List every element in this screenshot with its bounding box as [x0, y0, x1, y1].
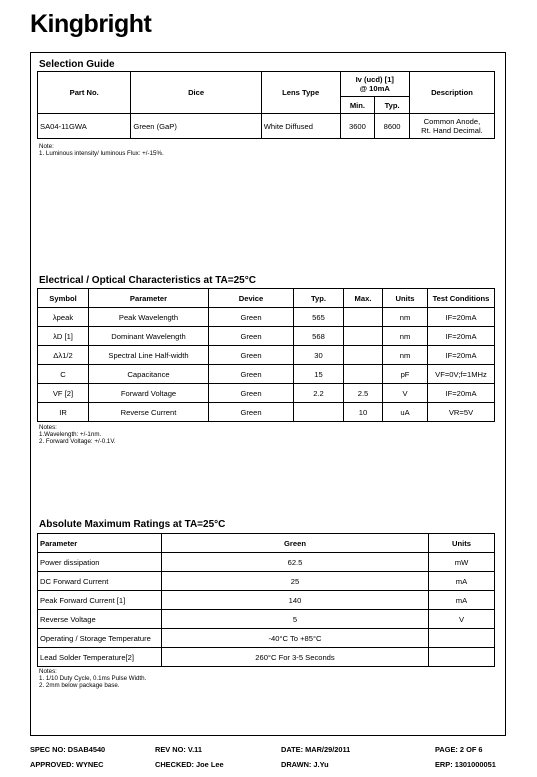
cell-typ: 30 — [294, 346, 344, 365]
cell-parameter: Lead Solder Temperature[2] — [38, 648, 162, 667]
electrical-header: Test Conditions — [428, 289, 495, 308]
cell-device: Green — [209, 346, 294, 365]
cell-parameter: Reverse Voltage — [38, 610, 162, 629]
cell-units: V — [429, 610, 495, 629]
content-frame — [30, 52, 506, 736]
selection-header-dice: Dice — [131, 72, 261, 114]
cell-symbol: λpeak — [38, 308, 89, 327]
note-line: Note: — [39, 143, 54, 150]
brand-logo: Kingbright — [30, 10, 152, 38]
selection-description-line-1: Common Anode, — [423, 117, 481, 126]
note-line: 2. 2mm below package base. — [39, 682, 120, 690]
note-line: Notes: — [39, 424, 57, 431]
cell-units: nm — [383, 346, 428, 365]
selection-description-line-2: Rt. Hand Decimal. — [421, 126, 483, 135]
cell-parameter: Peak Forward Current [1] — [38, 591, 162, 610]
electrical-header: Parameter — [89, 289, 209, 308]
cell-max: 10 — [344, 403, 383, 422]
cell-units: mA — [429, 572, 495, 591]
absolute-header: Units — [429, 534, 495, 553]
cell-units: uA — [383, 403, 428, 422]
cell-parameter: Spectral Line Half-width — [89, 346, 209, 365]
cell-typ: 15 — [294, 365, 344, 384]
note-line: 2. Forward Voltage: +/-0.1V. — [39, 438, 116, 446]
selection-header-description: Description — [409, 72, 494, 114]
selection-guide-title: Selection Guide — [39, 59, 115, 70]
footer-approved: APPROVED: WYNEC — [30, 760, 104, 769]
cell-value: 260°C For 3-5 Seconds — [162, 648, 429, 667]
cell-parameter: Peak Wavelength — [89, 308, 209, 327]
electrical-header: Symbol — [38, 289, 89, 308]
cell-parameter: Capacitance — [89, 365, 209, 384]
cell-device: Green — [209, 365, 294, 384]
selection-iv-min: 3600 — [340, 114, 375, 139]
selection-header-iv-condition: @ 10mA — [359, 84, 390, 93]
cell-value: -40°C To +85°C — [162, 629, 429, 648]
cell-typ: 2.2 — [294, 384, 344, 403]
footer-rev-no: REV NO: V.11 — [155, 745, 202, 754]
selection-lens-type: White Diffused — [261, 114, 340, 139]
cell-parameter: Power dissipation — [38, 553, 162, 572]
cell-units: nm — [383, 308, 428, 327]
cell-device: Green — [209, 308, 294, 327]
note-line: 1. 1/10 Duty Cycle, 0.1ms Pulse Width. — [39, 675, 147, 683]
absolute-ratings-title: Absolute Maximum Ratings at TA=25°C — [39, 519, 226, 530]
electrical-header: Max. — [344, 289, 383, 308]
cell-symbol: VF [2] — [38, 384, 89, 403]
note-line: 1. Luminous intensity/ luminous Flux: +/-15%. — [39, 150, 164, 158]
cell-units: mA — [429, 591, 495, 610]
note-line: Notes: — [39, 668, 57, 675]
footer-drawn: DRAWN: J.Yu — [281, 760, 329, 769]
cell-value: 140 — [162, 591, 429, 610]
footer-checked: CHECKED: Joe Lee — [155, 760, 224, 769]
cell-parameter: Forward Voltage — [89, 384, 209, 403]
cell-parameter: Operating / Storage Temperature — [38, 629, 162, 648]
cell-device: Green — [209, 327, 294, 346]
selection-iv-typ: 8600 — [375, 114, 410, 139]
cell-test-conditions: VF=0V;f=1MHz — [428, 365, 495, 384]
electrical-header: Device — [209, 289, 294, 308]
selection-header-typ: Typ. — [375, 97, 410, 114]
footer-page: PAGE: 2 OF 6 — [435, 745, 483, 754]
selection-header-min: Min. — [340, 97, 375, 114]
absolute-header: Green — [162, 534, 429, 553]
cell-symbol: λD [1] — [38, 327, 89, 346]
absolute-header: Parameter — [38, 534, 162, 553]
cell-typ: 565 — [294, 308, 344, 327]
electrical-header: Units — [383, 289, 428, 308]
cell-device: Green — [209, 384, 294, 403]
electrical-title: Electrical / Optical Characteristics at TA=25°C — [39, 275, 256, 286]
cell-symbol: C — [38, 365, 89, 384]
footer-date: DATE: MAR/29/2011 — [281, 745, 351, 754]
selection-dice: Green (GaP) — [131, 114, 261, 139]
cell-device: Green — [209, 403, 294, 422]
cell-units: V — [383, 384, 428, 403]
cell-value: 62.5 — [162, 553, 429, 572]
cell-units: mW — [429, 553, 495, 572]
cell-units: nm — [383, 327, 428, 346]
selection-header-part: Part No. — [38, 72, 131, 114]
cell-test-conditions: IF=20mA — [428, 384, 495, 403]
cell-test-conditions: VR=5V — [428, 403, 495, 422]
cell-symbol: IR — [38, 403, 89, 422]
cell-value: 5 — [162, 610, 429, 629]
electrical-header: Typ. — [294, 289, 344, 308]
cell-symbol: Δλ1/2 — [38, 346, 89, 365]
cell-typ: 568 — [294, 327, 344, 346]
cell-units: pF — [383, 365, 428, 384]
note-line: 1.Wavelength: +/-1nm. — [39, 431, 102, 439]
cell-parameter: Reverse Current — [89, 403, 209, 422]
footer-spec-no: SPEC NO: DSAB4540 — [30, 745, 106, 754]
cell-test-conditions: IF=20mA — [428, 346, 495, 365]
cell-parameter: DC Forward Current — [38, 572, 162, 591]
cell-max: 2.5 — [344, 384, 383, 403]
cell-parameter: Dominant Wavelength — [89, 327, 209, 346]
selection-header-iv-label: Iv (ucd) [1] — [355, 75, 394, 84]
cell-test-conditions: IF=20mA — [428, 327, 495, 346]
cell-value: 25 — [162, 572, 429, 591]
selection-part-no: SA04-11GWA — [38, 114, 131, 139]
footer-erp: ERP: 1301000051 — [435, 760, 496, 769]
selection-header-lens: Lens Type — [261, 72, 340, 114]
cell-test-conditions: IF=20mA — [428, 308, 495, 327]
